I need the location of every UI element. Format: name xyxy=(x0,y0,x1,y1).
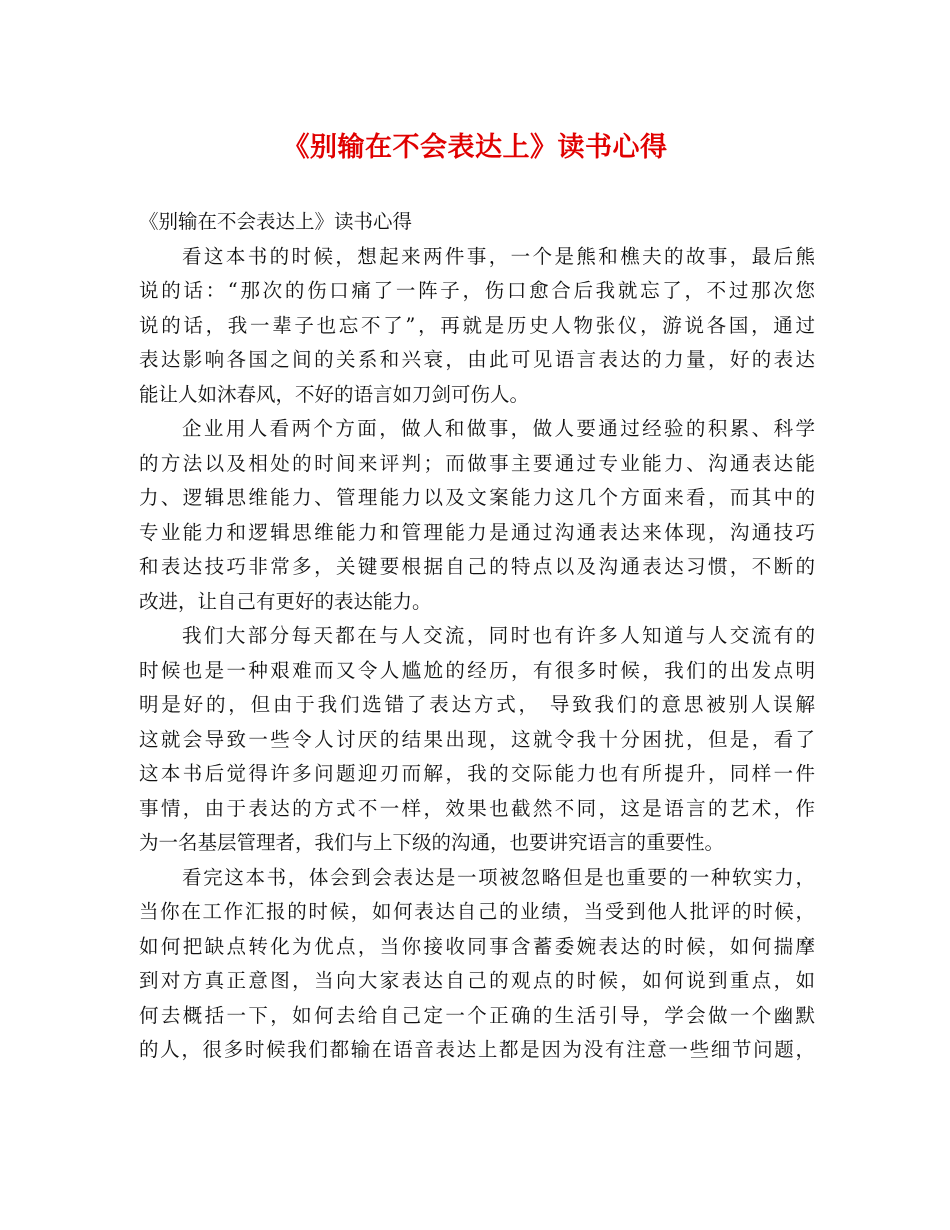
paragraph-line: 看这本书的时候，想起来两件事，一个是熊和樵夫的故事，最后熊 xyxy=(182,244,815,268)
paragraph-line: 明是好的，但由于我们选错了表达方式， 导致我们的意思被别人误解 xyxy=(139,693,815,716)
paragraph-line: 改进，让自己有更好的表达能力。 xyxy=(139,589,432,613)
paragraph-line: 何去概括一下，如何去给自己定一个正确的生活引导，学会做一个幽默 xyxy=(139,1003,815,1027)
paragraph-line: 专业能力和逻辑思维能力和管理能力是通过沟通表达来体现，沟通技巧 xyxy=(139,520,815,544)
paragraph-line: 看完这本书，体会到会表达是一项被忽略但是也重要的一种软实力， xyxy=(182,865,815,889)
paragraph-1 xyxy=(139,240,815,413)
paragraph-line: 和表达技巧非常多，关键要根据自己的特点以及沟通表达习惯，不断的 xyxy=(139,555,815,578)
paragraph-line: 时候也是一种艰难而又令人尴尬的经历，有很多时候，我们的出发点明 xyxy=(139,658,815,682)
paragraph-line: 说的话，我一辈子也忘不了”，再就是历史人物张仪，游说各国，通过 xyxy=(139,313,815,337)
paragraph-line: 这本书后觉得许多问题迎刃而解，我的交际能力也有所提升，同样一件 xyxy=(139,762,815,785)
paragraph-line: 当你在工作汇报的时候，如何表达自己的业绩，当受到他人批评的时候， xyxy=(139,900,815,923)
paragraph-line: 事情，由于表达的方式不一样，效果也截然不同，这是语言的艺术，作 xyxy=(139,796,815,820)
paragraph-line: 力、逻辑思维能力、管理能力以及文案能力这几个方面来看，而其中的 xyxy=(139,486,815,509)
paragraph-line: 我们大部分每天都在与人交流，同时也有许多人知道与人交流有的 xyxy=(182,624,815,647)
paragraph-4 xyxy=(139,861,815,1068)
paragraph-line: 为一名基层管理者，我们与上下级的沟通，也要讲究语言的重要性。 xyxy=(139,831,725,854)
document-body xyxy=(139,205,815,1068)
paragraph-line: 企业用人看两个方面，做人和做事，做人要通过经验的积累、科学 xyxy=(182,417,815,440)
paragraph-line: 这就会导致一些令人讨厌的结果出现，这就令我十分困扰，但是，看了 xyxy=(139,727,815,751)
paragraph-line: 说的话：“那次的伤口痛了一阵子，伤口愈合后我就忘了，不过那次您 xyxy=(139,279,815,302)
paragraph-line: 能让人如沐春风，不好的语言如刀剑可伤人。 xyxy=(139,382,530,406)
document-title: 《别输在不会表达上》读书心得 xyxy=(282,132,668,163)
paragraph-2 xyxy=(139,412,815,619)
paragraph-line: 的人，很多时候我们都输在语音表达上都是因为没有注意一些细节问题， xyxy=(139,1038,815,1061)
paragraph-line: 到对方真正意图，当向大家表达自己的观点的时候，如何说到重点，如 xyxy=(139,969,815,992)
paragraph-line: 如何把缺点转化为优点，当你接收同事含蓄委婉表达的时候，如何揣摩 xyxy=(139,934,815,958)
paragraph-3 xyxy=(139,619,815,861)
paragraph-line: 的方法以及相处的时间来评判；而做事主要通过专业能力、沟通表达能 xyxy=(139,451,815,475)
document-subtitle: 《别输在不会表达上》读书心得 xyxy=(139,210,413,233)
paragraph-line: 表达影响各国之间的关系和兴衰，由此可见语言表达的力量，好的表达 xyxy=(139,348,815,371)
